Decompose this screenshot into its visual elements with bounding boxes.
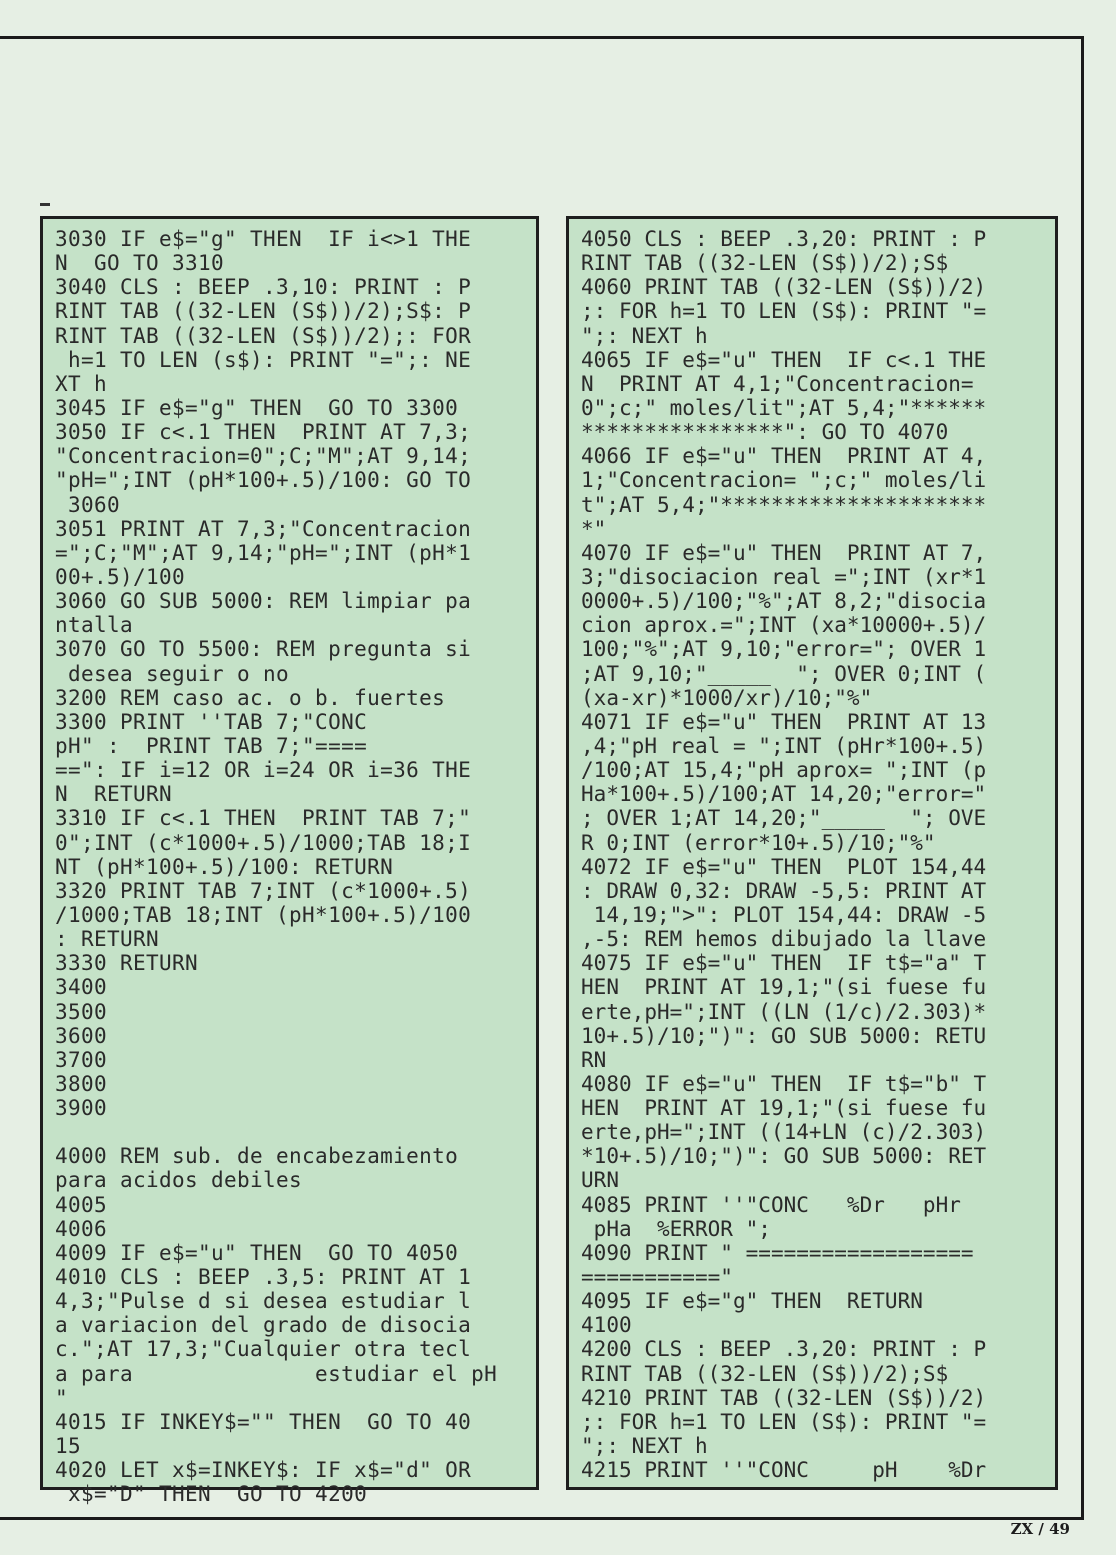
code-line: *" [581,516,607,541]
code-line: 4015 IF INKEY$="" THEN GO TO 40 [55,1409,472,1434]
code-line: 10+.5)/10;")": GO SUB 5000: RETU [581,1023,987,1048]
code-line: URN [581,1168,619,1193]
code-line: 0";c;" moles/lit";AT 5,4;"****** [581,395,987,420]
code-line: 4000 REM sub. de encabezamiento [55,1144,459,1169]
code-line: 3600 [55,1023,108,1048]
code-line: 0000+.5)/100;"%";AT 8,2;"disocia [581,589,987,614]
code-line: 3700 [55,1047,108,1072]
code-line: ,-5: REM hemos dibujado la llave [581,927,987,952]
code-line: 4005 [55,1192,108,1217]
code-line: RINT TAB ((32-LEN (S$))/2);S$ [581,1361,949,1386]
code-line: 1;"Concentracion= ";c;" moles/li [581,468,987,493]
code-line: 3040 CLS : BEEP .3,10: PRINT : P [55,275,472,300]
code-line: N GO TO 3310 [55,251,225,276]
code-line: *10+.5)/10;")": GO SUB 5000: RET [581,1144,987,1169]
code-line: 4080 IF e$="u" THEN IF t$="b" T [581,1071,987,1096]
code-line: erte,pH=";INT ((LN (1/c)/2.303)* [581,999,987,1024]
code-listing-right [566,216,1058,1490]
code-line: /1000;TAB 18;INT (pH*100+.5)/100 [55,902,472,927]
code-line: ;: FOR h=1 TO LEN (S$): PRINT "= [581,1409,987,1434]
code-line: 00+.5)/100 [55,564,186,589]
code-line: RINT TAB ((32-LEN (S$))/2);S$: P [55,299,472,324]
code-line: 3500 [55,999,108,1024]
code-line: t";AT 5,4;"********************* [581,492,987,517]
code-line: 4060 PRINT TAB ((32-LEN (S$))/2) [581,275,987,300]
code-line: " [55,1385,69,1410]
code-line: N PRINT AT 4,1;"Concentracion= [581,371,974,396]
code-line: 100;"%";AT 9,10;"error="; OVER 1 [581,637,987,662]
code-line: 4215 PRINT ''"CONC pH %Dr [581,1458,987,1483]
code-line: 4066 IF e$="u" THEN PRINT AT 4, [581,444,987,469]
code-line: 4070 IF e$="u" THEN PRINT AT 7, [581,540,987,565]
code-line: ,4;"pH real = ";INT (pHr*100+.5) [581,733,987,758]
code-line: 4071 IF e$="u" THEN PRINT AT 13 [581,709,987,734]
code-line: 4210 PRINT TAB ((32-LEN (S$))/2) [581,1385,987,1410]
code-line: ==": IF i=12 OR i=24 OR i=36 THE [55,758,472,783]
code-line: 4085 PRINT ''"CONC %Dr pHr [581,1192,961,1217]
code-line: 4010 CLS : BEEP .3,5: PRINT AT 1 [55,1265,472,1290]
code-line: ";: NEXT h [581,1434,708,1459]
code-line: 4006 [55,1216,108,1241]
code-listing-left [40,216,539,1507]
code-line: 3060 [55,492,121,517]
code-line: RN [581,1047,607,1072]
code-line: c.";AT 17,3;"Cualquier otra tecl [55,1337,472,1362]
code-line: para acidos debiles [55,1168,303,1193]
code-line [55,1120,524,1144]
code-line: 4090 PRINT " ================== [581,1240,974,1265]
code-line: ;AT 9,10;"_____ "; OVER 0;INT ( [581,661,987,686]
code-line: : DRAW 0,32: DRAW -5,5: PRINT AT [581,878,987,903]
code-line: 14,19;">": PLOT 154,44: DRAW -5 [581,902,987,927]
code-line: ; OVER 1;AT 14,20;"_____ "; OVE [581,806,987,831]
code-line: HEN PRINT AT 19,1;"(si fuese fu [581,1096,987,1121]
code-line: XT h [55,371,108,396]
code-line: 3;"disociacion real =";INT (xr*1 [581,564,987,589]
code-line: 3300 PRINT ''TAB 7;"CONC [55,709,368,734]
code-line: 4072 IF e$="u" THEN PLOT 154,44 [581,854,987,879]
code-line: RINT TAB ((32-LEN (S$))/2);: FOR [55,323,472,348]
code-line: "pH=";INT (pH*100+.5)/100: GO TO [55,468,472,493]
code-line: ";: NEXT h [581,323,708,348]
code-line: cion aprox.=";INT (xa*10000+.5)/ [581,613,987,638]
code-line: "Concentracion=0";C;"M";AT 9,14; [55,444,472,469]
code-line: erte,pH=";INT ((14+LN (c)/2.303) [581,1120,987,1145]
code-line: 4095 IF e$="g" THEN RETURN [581,1289,923,1314]
code-line: x$="D" THEN GO TO 4200 [55,1482,368,1507]
margin-mark [40,203,50,206]
code-line: a variacion del grado de disocia [55,1313,472,1338]
code-line: R 0;INT (error*10+.5)/10;"%" [581,830,936,855]
code-line: desea seguir o no [55,661,290,686]
code-line: NT (pH*100+.5)/100: RETURN [55,854,394,879]
code-line: HEN PRINT AT 19,1;"(si fuese fu [581,975,987,1000]
code-line: (xa-xr)*1000/xr)/10;"%" [581,685,873,710]
code-line: 3030 IF e$="g" THEN IF i<>1 THE [55,227,472,251]
code-line: RINT TAB ((32-LEN (S$))/2);S$ [581,251,949,276]
code-line: 15 [55,1434,82,1459]
code-line: 3045 IF e$="g" THEN GO TO 3300 [55,395,459,420]
code-line: /100;AT 15,4;"pH aprox= ";INT (p [581,758,987,783]
code-line: 3330 RETURN [55,951,199,976]
code-line: 3320 PRINT TAB 7;INT (c*1000+.5) [55,878,472,903]
code-line: Ha*100+.5)/100;AT 14,20;"error=" [581,782,987,807]
code-line: 0";INT (c*1000+.5)/1000;TAB 18;I [55,830,472,855]
code-line: h=1 TO LEN (s$): PRINT "=";: NE [55,347,472,372]
code-line: 4020 LET x$=INKEY$: IF x$="d" OR [55,1458,472,1483]
code-line: pH" : PRINT TAB 7;"==== [55,733,368,758]
code-line: a para estudiar el pH [55,1361,498,1386]
code-line: 3051 PRINT AT 7,3;"Concentracion [55,516,472,541]
code-line: 3070 GO TO 5500: REM pregunta si [55,637,472,662]
code-line: pHa %ERROR "; [581,1216,771,1241]
code-line: N RETURN [55,782,173,807]
code-line: ===========" [581,1265,733,1290]
code-line: 3900 [55,1096,108,1121]
code-line: 4065 IF e$="u" THEN IF c<.1 THE [581,347,987,372]
code-line: ntalla [55,613,134,638]
code-line: =";C;"M";AT 9,14;"pH=";INT (pH*1 [55,540,472,565]
code-line: 3060 GO SUB 5000: REM limpiar pa [55,589,472,614]
code-line: 3400 [55,975,108,1000]
code-line: 4,3;"Pulse d si desea estudiar l [55,1289,472,1314]
code-line: 3200 REM caso ac. o b. fuertes [55,685,446,710]
code-line: 3310 IF c<.1 THEN PRINT TAB 7;" [55,806,472,831]
code-line: 4200 CLS : BEEP .3,20: PRINT : P [581,1337,987,1362]
code-line: 3800 [55,1071,108,1096]
code-line: 4009 IF e$="u" THEN GO TO 4050 [55,1240,459,1265]
code-line: 4050 CLS : BEEP .3,20: PRINT : P [581,227,987,251]
code-line: 3050 IF c<.1 THEN PRINT AT 7,3; [55,420,472,445]
code-line: 4100 [581,1313,632,1338]
code-line: : RETURN [55,927,160,952]
code-line: 4075 IF e$="u" THEN IF t$="a" T [581,951,987,976]
page-number: ZX / 49 [1010,1520,1070,1538]
code-line: ****************": GO TO 4070 [581,420,949,445]
code-line: ;: FOR h=1 TO LEN (S$): PRINT "= [581,299,987,324]
